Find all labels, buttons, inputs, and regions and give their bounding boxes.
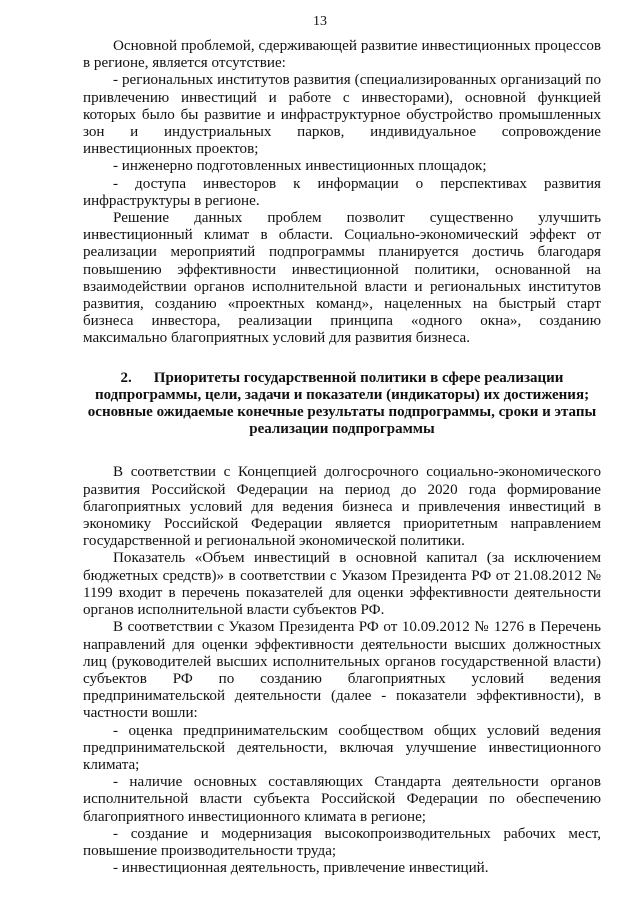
list-item: - наличие основных составляющих Стандарта деятельности органов исполнительной власти субъекта Российской Федерации по обеспечению благоприятного инвестиционного климата в регионе; — [83, 774, 601, 825]
section-heading — [83, 370, 601, 439]
paragraph: В соответствии с Указом Президента РФ от 10.09.2012 № 1276 в Перечень направлений для оценки эффективности деятельности высших должностных лиц (руководителей высших исполнительных органов государственной власти) субъектов РФ по созданию благоприятных условий ведения предпринимательской деятельности (далее - показатели эффективности), в частности вошли: — [83, 619, 601, 722]
page-number: 13 — [313, 14, 327, 29]
list-item: - региональных институтов развития (специализированных организаций по привлечению инвестиций и работе с инвесторами), основной функцией которых было бы развитие и инфраструктурное обустройство промышленных зон и индустриальных парков, индивидуальное сопровождение инвестиционных проектов; — [83, 72, 601, 158]
list-item: - доступа инвесторов к информации о перспективах развития инфраструктуры в регионе. — [83, 175, 601, 209]
paragraph: Основной проблемой, сдерживающей развитие инвестиционных процессов в регионе, является отсутствие: — [83, 38, 601, 72]
list-item: - инвестиционная деятельность, привлечение инвестиций. — [113, 860, 489, 877]
section-title: Приоритеты государственной политики в сфере реализации подпрограммы, цели, задачи и показатели (индикаторы) их достижения; основные ожидаемые конечные результаты подпрограммы, сроки и этапы реализации подпрограммы — [87, 369, 597, 438]
list-item: - инженерно подготовленных инвестиционных площадок; — [113, 158, 487, 175]
paragraph: Решение данных проблем позволит существенно улучшить инвестиционный климат в области. Социально-экономический эффект от реализации мероприятий подпрограммы планируется достичь благодаря повышению эффективности инвестиционной политики, основанной на взаимодействии органов исполнительной власти и региональных институтов развития, созданию «проектных команд», нацеленных на быстрый старт бизнеса инвестора, реализации принципа «одного окна», созданию максимально благоприятных условий для развития бизнеса. — [83, 210, 601, 347]
list-item: - создание и модернизация высокопроизводительных рабочих мест, повышение производительности труда; — [83, 825, 601, 859]
list-item: - оценка предпринимательским сообществом общих условий ведения предпринимательской деятельности, включая улучшение инвестиционного климата; — [83, 722, 601, 773]
paragraph: Показатель «Объем инвестиций в основной капитал (за исключением бюджетных средств)» в соответствии с Указом Президента РФ от 21.08.2012 № 1199 входит в перечень показателей для оценки эффективности деятельности органов исполнительной власти субъектов РФ. — [83, 550, 601, 619]
paragraph: В соответствии с Концепцией долгосрочного социально-экономического развития Российской Федерации на период до 2020 года формирование благоприятных условий для ведения бизнеса и привлечения инвестиций в экономику Российской Федерации является приоритетным направлением государственной и региональной экономической политики. — [83, 464, 601, 550]
section-number: 2. — [120, 369, 132, 386]
page-content — [83, 38, 601, 877]
